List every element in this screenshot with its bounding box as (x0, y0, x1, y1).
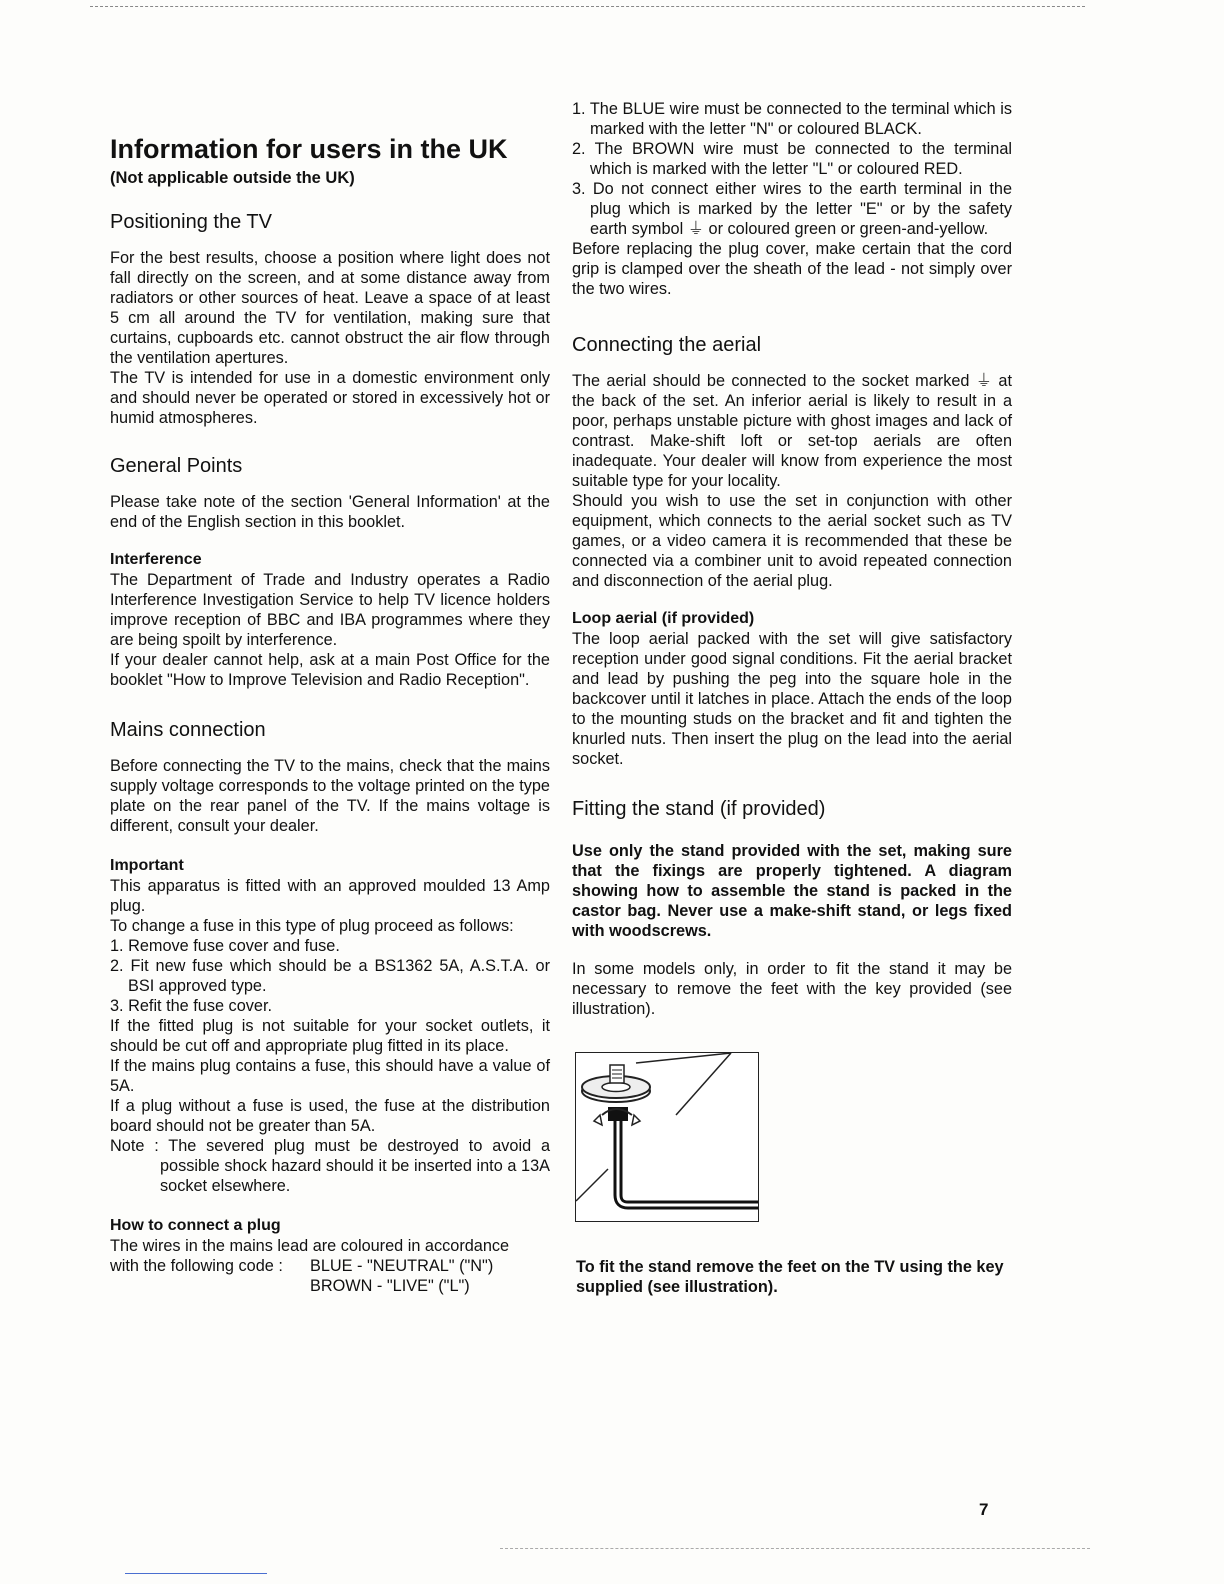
interference-heading: Interference (110, 551, 202, 568)
plug-text: The wires in the mains lead are coloured in accordance (110, 1237, 510, 1255)
wiring-step: 1. The BLUE wire must be connected to the terminal which is marked with the letter "N" or coloured BLACK. (572, 100, 1012, 138)
loop-text: The loop aerial packed with the set will give satisfactory reception under good signal conditions. Fit the aerial bracket and lead by pushing the peg into the square hole in the backcover until it latches in place. Attach the ends of the loop to the mounting studs on the bracket and fit and tighten the knurled nuts. Then insert the plug on the lead into the aerial socket. (572, 630, 1012, 768)
stand-key-illustration (575, 1052, 759, 1222)
right-column (572, 99, 1012, 1019)
aerial-heading: Connecting the aerial (572, 334, 762, 356)
loop-heading: Loop aerial (if provided) (572, 610, 755, 627)
plug-text-line2: with the following code : (110, 1257, 283, 1275)
fuse-step: 1. Remove fuse cover and fuse. (110, 937, 340, 955)
stand-key-illustration-svg (576, 1053, 758, 1221)
page-number: 7 (979, 1500, 989, 1519)
stand-warning: Use only the stand provided with the set, making sure that the fixings are properly tightened. A diagram showing how to assemble the stand is packed in the castor bag. Never use a make-shift stand, or legs fixed with woodscrews. (572, 842, 1012, 940)
mains-heading: Mains connection (110, 719, 266, 741)
general-heading: General Points (110, 455, 243, 477)
fuse-step: 3. Refit the fuse cover. (110, 997, 272, 1015)
page-subtitle: (Not applicable outside the UK) (110, 169, 355, 187)
page-title: Information for users in the UK (110, 134, 508, 164)
important-note: Note : The severed plug must be destroyed to avoid a possible shock hazard should it be inserted into a 13A socket elsewhere. (110, 1137, 550, 1195)
fuse-step: 2. Fit new fuse which should be a BS1362 5A, A.S.T.A. or BSI approved type. (110, 957, 550, 995)
positioning-text-2: The TV is intended for use in a domestic environment only and should never be operated or stored in excessively hot or humid atmospheres. (110, 369, 550, 427)
aerial-text: The aerial should be connected to the socket marked ⏚ at the back of the set. An inferior aerial is likely to result in a poor, perhaps unstable picture with ghost images and lack of contrast. Make-shift loft or set-top aerials are often inadequate. Your dealer will know from experience the most suitable type for your locality. (572, 372, 1012, 490)
wiring-step: 3. Do not connect either wires to the earth terminal in the plug which is marked by the letter "E" or by the safety earth symbol ⏚ or coloured green or green-and-yellow. (572, 180, 1012, 238)
code-blue: BLUE - "NEUTRAL" ("N") (310, 1257, 494, 1275)
stand-heading: Fitting the stand (if provided) (572, 798, 826, 820)
interference-text: The Department of Trade and Industry operates a Radio Interference Investigation Service to help TV licence holders improve reception of BBC and IBA programmes where they are being spoilt by interference. (110, 571, 550, 649)
code-brown: BROWN - "LIVE" ("L") (310, 1277, 470, 1295)
positioning-text: For the best results, choose a position where light does not fall directly on the screen, and at some distance away from radiators or other sources of heat. Leave a space of at least 5 cm all around the TV for ventilation, making sure that curtains, cupboards etc. cannot obstruct the air flow through the ventilation apertures. (110, 249, 550, 367)
wire-colour-codes (110, 1256, 550, 1296)
important-p5: If a plug without a fuse is used, the fuse at the distribution board should not be greater than 5A. (110, 1097, 550, 1135)
wiring-text: Before replacing the plug cover, make certain that the cord grip is clamped over the sheath of the lead - not simply over the two wires. (572, 240, 1012, 298)
left-column (110, 133, 550, 1296)
important-p1: This apparatus is fitted with an approved moulded 13 Amp plug. (110, 877, 550, 915)
wiring-step: 2. The BROWN wire must be connected to the terminal which is marked with the letter "L" or coloured RED. (572, 140, 1012, 178)
stand-caption: To fit the stand remove the feet on the TV using the key supplied (see illustration). (576, 1258, 1004, 1296)
top-scan-line (90, 6, 1085, 7)
important-p2: To change a fuse in this type of plug proceed as follows: (110, 917, 514, 935)
footer-rule (125, 1573, 267, 1574)
positioning-heading: Positioning the TV (110, 211, 272, 233)
important-p4: If the mains plug contains a fuse, this should have a value of 5A. (110, 1057, 550, 1095)
aerial-text-2: Should you wish to use the set in conjunction with other equipment, which connects to the aerial socket such as TV games, or a video camera it is recommended that these be connected via a combiner unit to avoid repeated connection and disconnection of the aerial plug. (572, 492, 1012, 590)
important-heading: Important (110, 857, 184, 874)
general-text: Please take note of the section 'General Information' at the end of the English section in this booklet. (110, 493, 550, 531)
important-p3: If the fitted plug is not suitable for your socket outlets, it should be cut off and appropriate plug fitted in its place. (110, 1017, 550, 1055)
mains-text: Before connecting the TV to the mains, check that the mains supply voltage corresponds to the voltage printed on the type plate on the rear panel of the TV. If the mains voltage is different, consult your dealer. (110, 757, 550, 835)
bottom-scan-line (500, 1548, 1090, 1549)
interference-text-2: If your dealer cannot help, ask at a main Post Office for the booklet "How to Improve Television and Radio Reception". (110, 651, 550, 689)
stand-text: In some models only, in order to fit the stand it may be necessary to remove the feet with the key provided (see illustration). (572, 960, 1012, 1018)
plug-heading: How to connect a plug (110, 1217, 281, 1234)
